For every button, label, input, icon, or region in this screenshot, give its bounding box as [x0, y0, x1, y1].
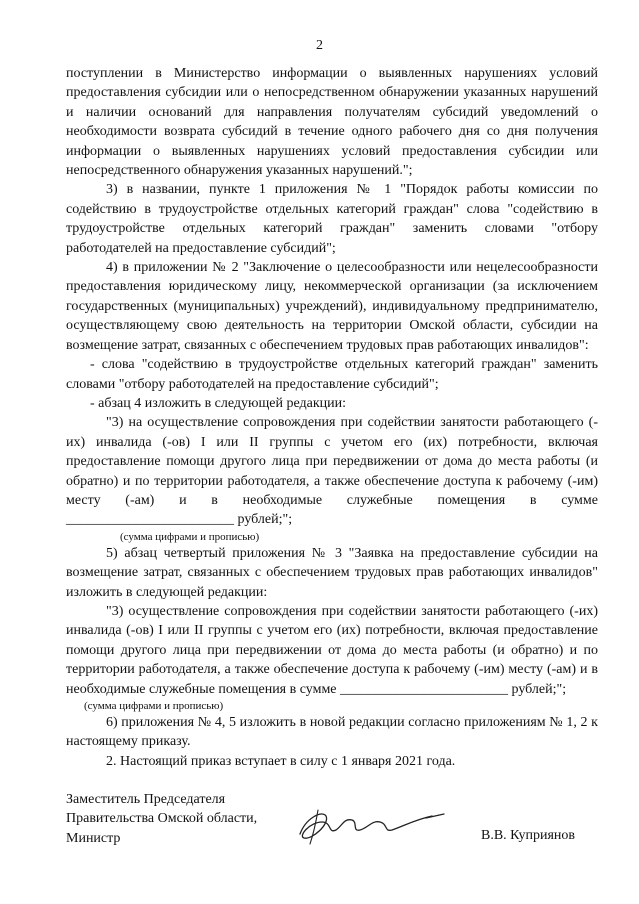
paragraph-quote-2: "3) осуществление сопровождения при содействии занятости работающего (-их) инвалида (-ов) I или II группы с учетом его (их) потребности, включая предоставление помощи другого лица при передвижении от дома до места работы (и обратно) и по территории работодателя, а также обеспечение доступа к рабочему (-им) месту (-ам) и в необходимые служебные помещения в сумме ________________________ рублей;";: [66, 603, 598, 697]
paragraph-item-3: 3) в названии, пункте 1 приложения № 1 "Порядок работы комиссии по содействию в трудоустройстве отдельных категорий граждан" слова "содействию в трудоустройстве отдельных категорий граждан" заменить словами "отбору работодателей на предоставление субсидий";: [66, 182, 598, 256]
signature-block: [66, 790, 257, 848]
paragraph-abzac-4: - абзац 4 изложить в следующей редакции:: [90, 395, 347, 411]
paragraph-item-5: 5) абзац четвертый приложения № 3 "Заявка на предоставление субсидии на возмещение затрат, связанных с обеспечением трудовых прав работающих инвалидов" изложить в следующей редакции:: [66, 545, 598, 600]
paragraph-item-6: 6) приложения № 4, 5 изложить в новой редакции согласно приложениям № 1, 2 к настоящему приказу.: [66, 715, 598, 750]
paragraph-continuation: поступлении в Министерство информации о выявленных нарушениях условий предоставления субсидии или о непосредственном обнаружении указанных нарушений и наличии оснований для направления получателям субсидий уведомлений о необходимости возврата субсидий в течение одного рабочего дня со дня получения информации о выявленных нарушениях условий предоставления субсидии или непосредственного обнаружения указанных нарушений.";: [66, 66, 598, 179]
caption-sum-1: (сумма цифрами и прописью): [120, 530, 260, 543]
signer-name: В.В. Куприянов: [481, 828, 575, 843]
handwritten-signature: [292, 800, 452, 850]
page-number: 2: [316, 38, 323, 53]
paragraph-quote-1: "3) на осуществление сопровождения при содействии занятости работающего (-их) инвалида (-ов) I или II группы с учетом его (их) потребности, включая предоставление помощи другого лица при передвижении от дома до места работы (и обратно) и по территории работодателя, а также обеспечение доступа к рабочему (-им) месту (-ам) и в необходимые служебные помещения в сумме ________________________ рублей;";: [66, 415, 598, 528]
paragraph-clause-2: 2. Настоящий приказ вступает в силу с 1 января 2021 года.: [106, 753, 456, 769]
caption-sum-2: (сумма цифрами и прописью): [84, 700, 224, 712]
signer-title-line3: Министр: [66, 830, 121, 846]
signer-title-line2: Правительства Омской области,: [66, 811, 258, 827]
signer-title-line1: Заместитель Председателя: [66, 792, 226, 807]
document-body: [66, 64, 598, 771]
paragraph-item-4: 4) в приложении № 2 "Заключение о целесообразности или нецелесообразности предоставления юридическому лицу, некоммерческой организации (за исключением государственных (муниципальных) учреждений), индивидуальному предпринимателю, осуществляющему свою деятельность на территории Омской области, субсидии на возмещение затрат, связанных с обеспечением трудовых прав работающих инвалидов":: [66, 260, 598, 353]
paragraph-words-replace: - слова "содействию в трудоустройстве отдельных категорий граждан" заменить словами "отбору работодателей на предоставление субсидий";: [66, 357, 598, 392]
